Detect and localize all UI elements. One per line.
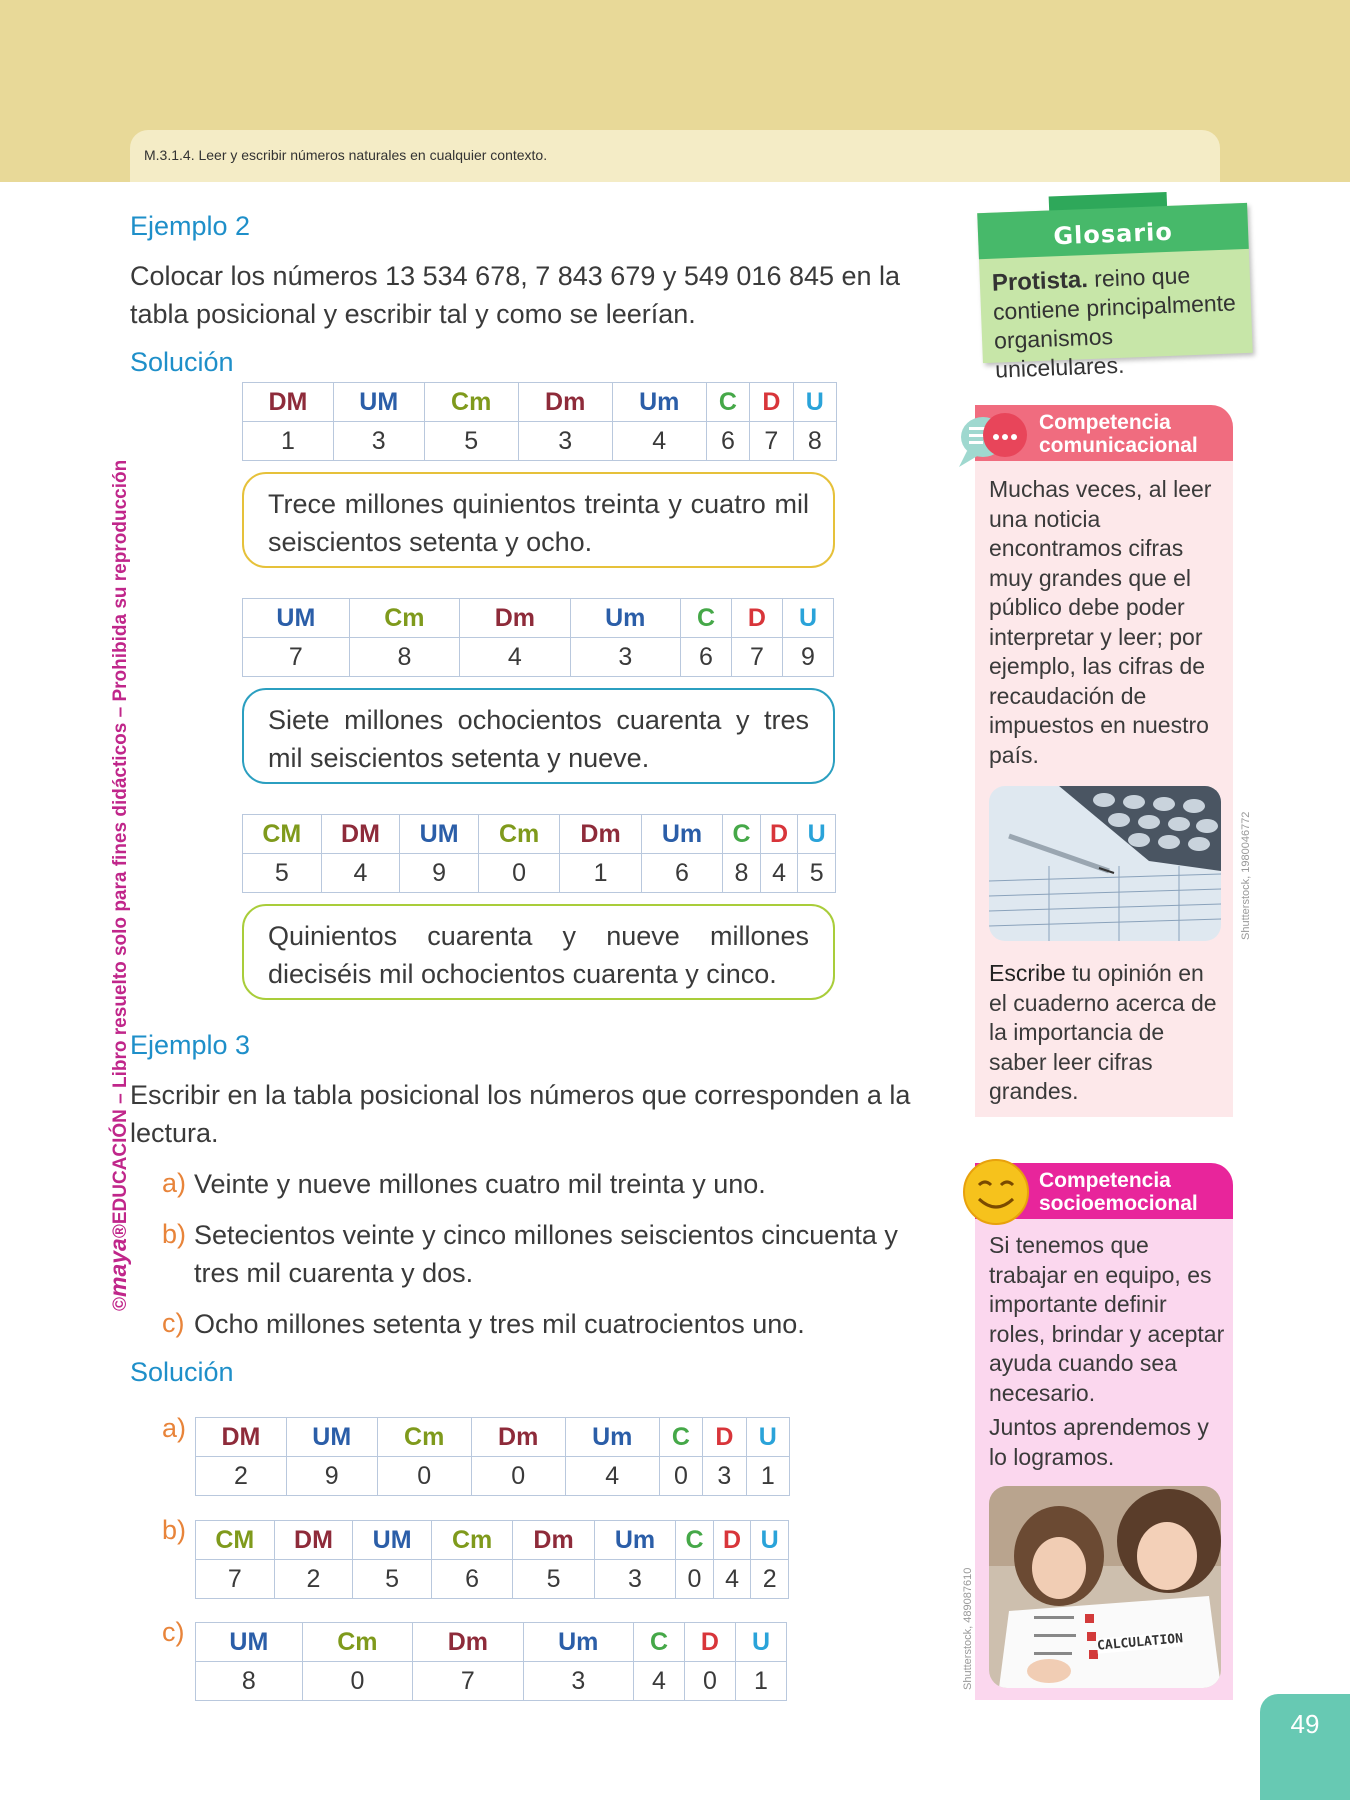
column-header: DM: [321, 815, 400, 854]
digit-cell: 2: [196, 1457, 287, 1496]
digit-cell: 5: [424, 422, 518, 461]
competencia-comunicacional-panel: [975, 405, 1233, 1117]
table-letter: c): [162, 1617, 185, 1647]
item-text: Veinte y nueve millones cuatro mil treinta y uno.: [194, 1169, 766, 1199]
digit-cell: 5: [353, 1560, 432, 1599]
item-text: Ocho millones setenta y tres mil cuatrocientos uno.: [194, 1309, 805, 1339]
calculator-photo: [989, 786, 1221, 941]
example2-statement: Colocar los números 13 534 678, 7 843 679 y 549 016 845 en la tabla posicional y escribir tal y como se leerían.: [130, 261, 901, 329]
column-header: C: [723, 815, 761, 854]
panel-body: [975, 1219, 1233, 1700]
digit-cell: 7: [196, 1560, 275, 1599]
column-header: U: [746, 1418, 789, 1457]
column-header: Cm: [377, 1418, 471, 1457]
column-header: U: [793, 383, 836, 422]
digit-cell: 3: [703, 1457, 746, 1496]
column-header: DM: [243, 383, 334, 422]
digit-cell: 6: [681, 638, 732, 677]
skill-text: M.3.1.4. Leer y escribir números naturales en cualquier contexto.: [144, 147, 548, 163]
copyright-notice: Libro resuelto solo para fines didácticos – Prohibida su reproducción: [110, 459, 131, 1088]
column-header: Cm: [478, 815, 559, 854]
socioemocional-title-2: socioemocional: [1039, 1192, 1198, 1215]
digit-cell: 4: [321, 854, 400, 893]
column-header: Um: [594, 1521, 675, 1560]
column-header: UM: [333, 383, 424, 422]
digit-cell: 3: [523, 1662, 633, 1701]
column-header: C: [659, 1418, 702, 1457]
column-header: UM: [400, 815, 479, 854]
column-header: DM: [274, 1521, 353, 1560]
column-header: D: [760, 815, 798, 854]
table-header-row: [196, 1418, 790, 1457]
digit-cell: 7: [243, 638, 350, 677]
digit-cell: 6: [706, 422, 749, 461]
digit-cell: 3: [594, 1560, 675, 1599]
digit-cell: 8: [349, 638, 459, 677]
column-header: Um: [523, 1623, 633, 1662]
reading-box: Trece millones quinientos treinta y cuatro mil seiscientos setenta y ocho.: [242, 472, 835, 568]
column-header: Cm: [431, 1521, 512, 1560]
socioemocional-text-2: Juntos aprendemos y lo logramos.: [989, 1414, 1209, 1470]
column-header: D: [703, 1418, 746, 1457]
column-header: CM: [243, 815, 322, 854]
digit-cell: 7: [731, 638, 782, 677]
table-letter: b): [162, 1515, 187, 1545]
digit-cell: 0: [684, 1662, 735, 1701]
column-header: D: [750, 383, 793, 422]
column-header: Dm: [518, 383, 612, 422]
column-header: C: [676, 1521, 714, 1560]
column-header: D: [684, 1623, 735, 1662]
brand-rest: EDUCACIÓN –: [110, 1087, 131, 1225]
digit-cell: 0: [302, 1662, 412, 1701]
example2-solution-label: Solución: [130, 347, 234, 377]
column-header: Dm: [560, 815, 641, 854]
table-header-row: [243, 815, 836, 854]
column-header: UM: [196, 1623, 303, 1662]
digit-cell: 4: [634, 1662, 685, 1701]
page-number: 49: [1260, 1694, 1350, 1800]
place-value-table: [195, 1520, 789, 1599]
column-header: UM: [243, 599, 350, 638]
digit-cell: 5: [798, 854, 836, 893]
digit-cell: 8: [196, 1662, 303, 1701]
panel-body: [975, 461, 1233, 1117]
speech-bubble-icon: [955, 407, 1037, 471]
digit-cell: 9: [782, 638, 833, 677]
table-header-row: [196, 1521, 789, 1560]
column-header: Um: [612, 383, 706, 422]
action-word: Escribe: [989, 960, 1066, 986]
digit-cell: 7: [750, 422, 793, 461]
column-header: U: [751, 1521, 789, 1560]
column-header: U: [782, 599, 833, 638]
column-header: CM: [196, 1521, 275, 1560]
place-value-table: [195, 1417, 790, 1496]
digit-cell: 2: [751, 1560, 789, 1599]
digit-cell: 0: [377, 1457, 471, 1496]
glosario-definition: reino que contiene principalmente organismos unicelulares.: [992, 262, 1237, 383]
place-value-table: [242, 814, 836, 893]
digit-cell: 3: [518, 422, 612, 461]
comunicacional-action: [989, 959, 1225, 1107]
example3-title: Ejemplo 3: [130, 1030, 251, 1060]
item-letter: c): [162, 1308, 185, 1338]
digit-cell: 0: [471, 1457, 565, 1496]
digit-cell: 4: [565, 1457, 659, 1496]
table-value-row: [243, 638, 834, 677]
glosario-body: [991, 259, 1245, 385]
place-value-table: [195, 1622, 787, 1701]
comunicacional-title-2: comunicacional: [1039, 434, 1198, 457]
table-value-row: [243, 422, 837, 461]
skill-bar: [130, 130, 1220, 182]
digit-cell: 0: [478, 854, 559, 893]
column-header: DM: [196, 1418, 287, 1457]
table-value-row: [196, 1457, 790, 1496]
digit-cell: 4: [760, 854, 798, 893]
side-copyright: [103, 459, 133, 1311]
column-header: D: [713, 1521, 751, 1560]
competencia-socioemocional-panel: [975, 1163, 1233, 1700]
glosario-note: [977, 203, 1253, 383]
column-header: C: [634, 1623, 685, 1662]
table-letter: a): [162, 1413, 187, 1443]
digit-cell: 6: [431, 1560, 512, 1599]
photo-credit: Shutterstock, 489087610: [962, 1567, 974, 1690]
glosario-title: Glosario: [977, 203, 1249, 259]
digit-cell: 9: [286, 1457, 377, 1496]
place-value-table: [242, 382, 837, 461]
photo-credit: Shutterstock, 1980046772: [1240, 811, 1252, 940]
reading-box: Quinientos cuarenta y nueve millones dieciséis mil ochocientos cuarenta y cinco.: [242, 904, 835, 1000]
brand-logo: maya: [105, 1238, 131, 1297]
column-header: Dm: [513, 1521, 594, 1560]
column-header: Um: [565, 1418, 659, 1457]
action-text: tu opinión en el cuaderno acerca de la importancia de saber leer cifras grandes.: [989, 960, 1217, 1104]
column-header: UM: [286, 1418, 377, 1457]
socioemocional-text: Si tenemos que trabajar en equipo, es importante definir roles, brindar y aceptar ayuda cuando sea necesario.: [989, 1232, 1225, 1406]
table-header-row: [196, 1623, 787, 1662]
socioemocional-title-1: Competencia: [1039, 1169, 1171, 1192]
digit-cell: 3: [570, 638, 680, 677]
column-header: Um: [641, 815, 722, 854]
comunicacional-title-1: Competencia: [1039, 411, 1171, 434]
column-header: U: [798, 815, 836, 854]
column-header: D: [731, 599, 782, 638]
column-header: Cm: [424, 383, 518, 422]
glosario-term: Protista.: [991, 266, 1089, 297]
column-header: Cm: [302, 1623, 412, 1662]
digit-cell: 8: [723, 854, 761, 893]
column-header: Um: [570, 599, 680, 638]
example3-solution-label: Solución: [130, 1357, 234, 1387]
digit-cell: 4: [713, 1560, 751, 1599]
comunicacional-text: Muchas veces, al leer una noticia encontramos cifras muy grandes que el público debe poder interpretar y leer; por ejemplo, las cifras de recaudación de impuestos en nuestro país.: [989, 476, 1212, 768]
digit-cell: 1: [735, 1662, 786, 1701]
digit-cell: 0: [659, 1457, 702, 1496]
digit-cell: 3: [333, 422, 424, 461]
calculation-label: CALCULATION: [1096, 1631, 1184, 1654]
column-header: C: [681, 599, 732, 638]
digit-cell: 7: [413, 1662, 523, 1701]
table-value-row: [196, 1662, 787, 1701]
column-header: Cm: [349, 599, 459, 638]
item-letter: a): [162, 1168, 187, 1198]
children-photo: [989, 1486, 1221, 1688]
digit-cell: 5: [513, 1560, 594, 1599]
digit-cell: 6: [641, 854, 722, 893]
table-value-row: [196, 1560, 789, 1599]
digit-cell: 1: [746, 1457, 789, 1496]
column-header: Dm: [460, 599, 570, 638]
table-header-row: [243, 383, 837, 422]
brand-mark: ®: [110, 1224, 131, 1239]
item-letter: b): [162, 1219, 187, 1249]
digit-cell: 0: [676, 1560, 714, 1599]
digit-cell: 4: [612, 422, 706, 461]
digit-cell: 5: [243, 854, 322, 893]
reading-box: Siete millones ochocientos cuarenta y tres mil seiscientos setenta y nueve.: [242, 688, 835, 784]
column-header: Dm: [471, 1418, 565, 1457]
digit-cell: 2: [274, 1560, 353, 1599]
digit-cell: 8: [793, 422, 836, 461]
column-header: C: [706, 383, 749, 422]
table-header-row: [243, 599, 834, 638]
column-header: Dm: [413, 1623, 523, 1662]
copyright-symbol: ©: [110, 1297, 131, 1311]
digit-cell: 4: [460, 638, 570, 677]
item-text: Setecientos veinte y cinco millones seiscientos cincuenta y tres mil cuarenta y dos.: [194, 1220, 898, 1288]
digit-cell: 9: [400, 854, 479, 893]
example2-title: Ejemplo 2: [130, 211, 251, 241]
smiley-face-icon: [961, 1157, 1031, 1227]
example3-statement: Escribir en la tabla posicional los números que corresponden a la lectura.: [130, 1080, 911, 1148]
place-value-table: [242, 598, 834, 677]
table-value-row: [243, 854, 836, 893]
column-header: U: [735, 1623, 786, 1662]
column-header: UM: [353, 1521, 432, 1560]
digit-cell: 1: [243, 422, 334, 461]
digit-cell: 1: [560, 854, 641, 893]
